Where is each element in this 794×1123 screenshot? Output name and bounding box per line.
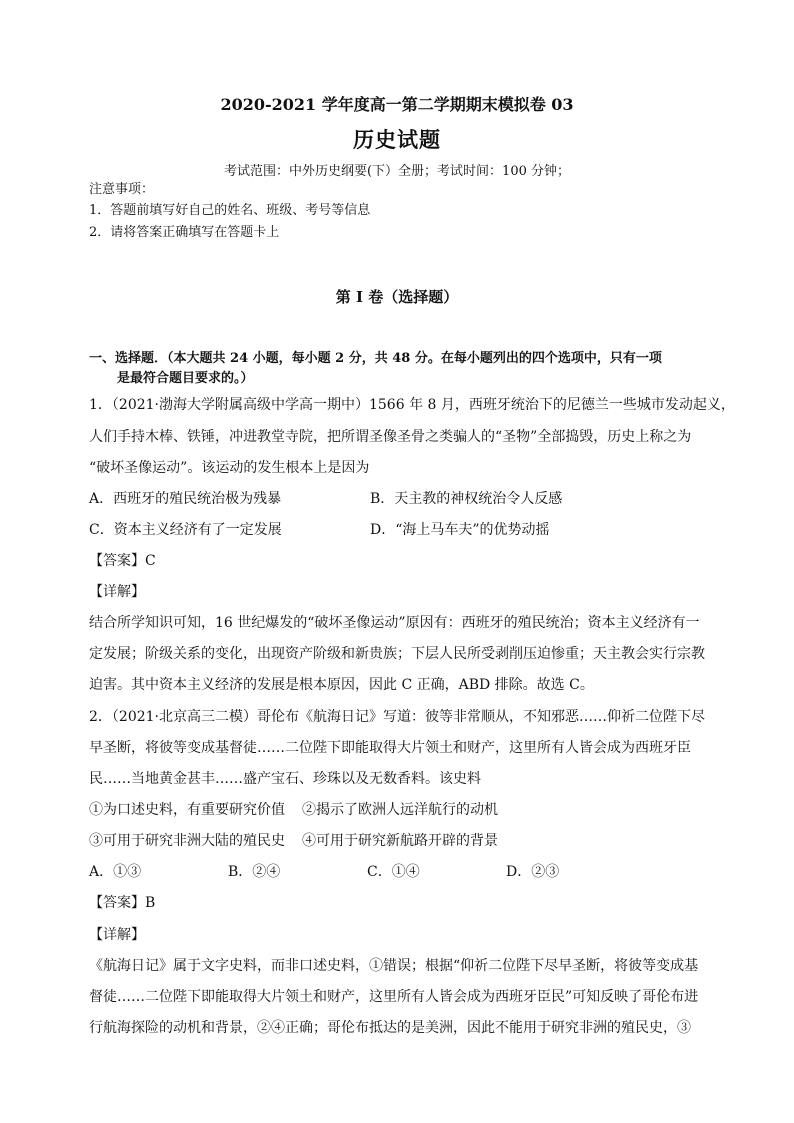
q2-detail-line2: 督徒……二位陛下即能取得大片领土和财产，这里所有人皆会成为西班牙臣民”可知反映了哥伦布进	[89, 989, 699, 1005]
q2-stem-line3: 民……当地黄金甚丰……盛产宝石、珍珠以及无数香料。该史料	[89, 771, 481, 787]
section-instruction-line1: 一、选择题．（本大题共 24 小题，每小题 2 分，共 48 分。在每小题列出的四个选项中，只有一项	[89, 351, 662, 366]
exam-title: 2020-2021 学年度高一第二学期期末模拟卷 03	[220, 95, 574, 114]
q2-statement-3: ③可用于研究非洲大陆的殖民史	[89, 833, 285, 849]
q2-answer: 【答案】B	[89, 895, 156, 911]
q1-option-a[interactable]: A．西班牙的殖民统治极为残暴	[89, 491, 282, 507]
notice-item-2: 2．请将答案正确填写在答题卡上	[89, 225, 280, 240]
q1-answer: 【答案】C	[89, 553, 156, 569]
q2-option-b[interactable]: B．②④	[228, 864, 281, 880]
q2-detail-line1: 《航海日记》属于文字史料，而非口述史料，①错误；根据“仰祈二位陛下尽早圣断，将彼等变成基	[89, 958, 699, 974]
section-title: 第 I 卷（选择题）	[335, 288, 459, 306]
subject-title: 历史试题	[353, 127, 441, 152]
q1-detail-line3: 迫害。其中资本主义经济的发展是根本原因，因此 C 正确，ABD 排除。故选 C。	[89, 677, 594, 693]
exam-info: 考试范围：中外历史纲要(下）全册；考试时间：100 分钟；	[223, 164, 571, 179]
q2-option-c[interactable]: C．①④	[367, 864, 420, 880]
q1-detail-line1: 结合所学知识可知，16 世纪爆发的“破坏圣像运动”原因有：西班牙的殖民统治；资本主义经济有一	[89, 615, 700, 631]
q1-option-b[interactable]: B．天主教的神权统治令人反感	[370, 491, 563, 507]
q2-option-a[interactable]: A．①③	[89, 864, 142, 880]
q1-stem-line2: 人们手持木棒、铁锤，冲进教堂寺院，把所谓圣像圣骨之类骗人的“圣物”全部捣毁，历史上称之为	[89, 429, 692, 445]
q2-statement-1: ①为口述史料，有重要研究价值	[89, 802, 285, 818]
notice-heading: 注意事项：	[89, 182, 155, 197]
q1-detail-label: 【详解】	[89, 584, 145, 600]
q1-option-d[interactable]: D．“海上马车夫”的优势动摇	[370, 522, 550, 538]
q2-statement-4: ④可用于研究新航路开辟的背景	[302, 833, 498, 849]
section-instruction-line2: 是最符合题目要求的。）	[117, 371, 254, 386]
notice-item-1: 1．答题前填写好自己的姓名、班级、考号等信息	[89, 203, 371, 218]
q1-stem-line3: “破坏圣像运动”。该运动的发生根本上是因为	[89, 460, 370, 476]
q1-stem-line1: 1．（2021·渤海大学附属高级中学高一期中）1566 年 8 月，西班牙统治下的尼德兰一些城市发动起义，	[89, 397, 735, 413]
q2-option-d[interactable]: D．②③	[506, 864, 560, 880]
q2-detail-label: 【详解】	[89, 927, 145, 943]
q2-stem-line2: 早圣断，将彼等变成基督徒……二位陛下即能取得大片领土和财产，这里所有人皆会成为西班牙臣	[89, 740, 691, 756]
q1-detail-line2: 定发展；阶级关系的变化，出现资产阶级和新贵族；下层人民所受剥削压迫惨重；天主教会实行宗教	[89, 646, 705, 662]
q2-stem-line1: 2．（2021·北京高三二模）哥伦布《航海日记》写道：彼等非常顺从，不知邪恶……仰祈二位陛下尽	[89, 709, 705, 725]
q2-statement-2: ②揭示了欧洲人远洋航行的动机	[302, 802, 498, 818]
q2-detail-line3: 行航海探险的动机和背景，②④正确；哥伦布抵达的是美洲，因此不能用于研究非洲的殖民史，③	[89, 1020, 691, 1036]
q1-option-c[interactable]: C．资本主义经济有了一定发展	[89, 522, 282, 538]
